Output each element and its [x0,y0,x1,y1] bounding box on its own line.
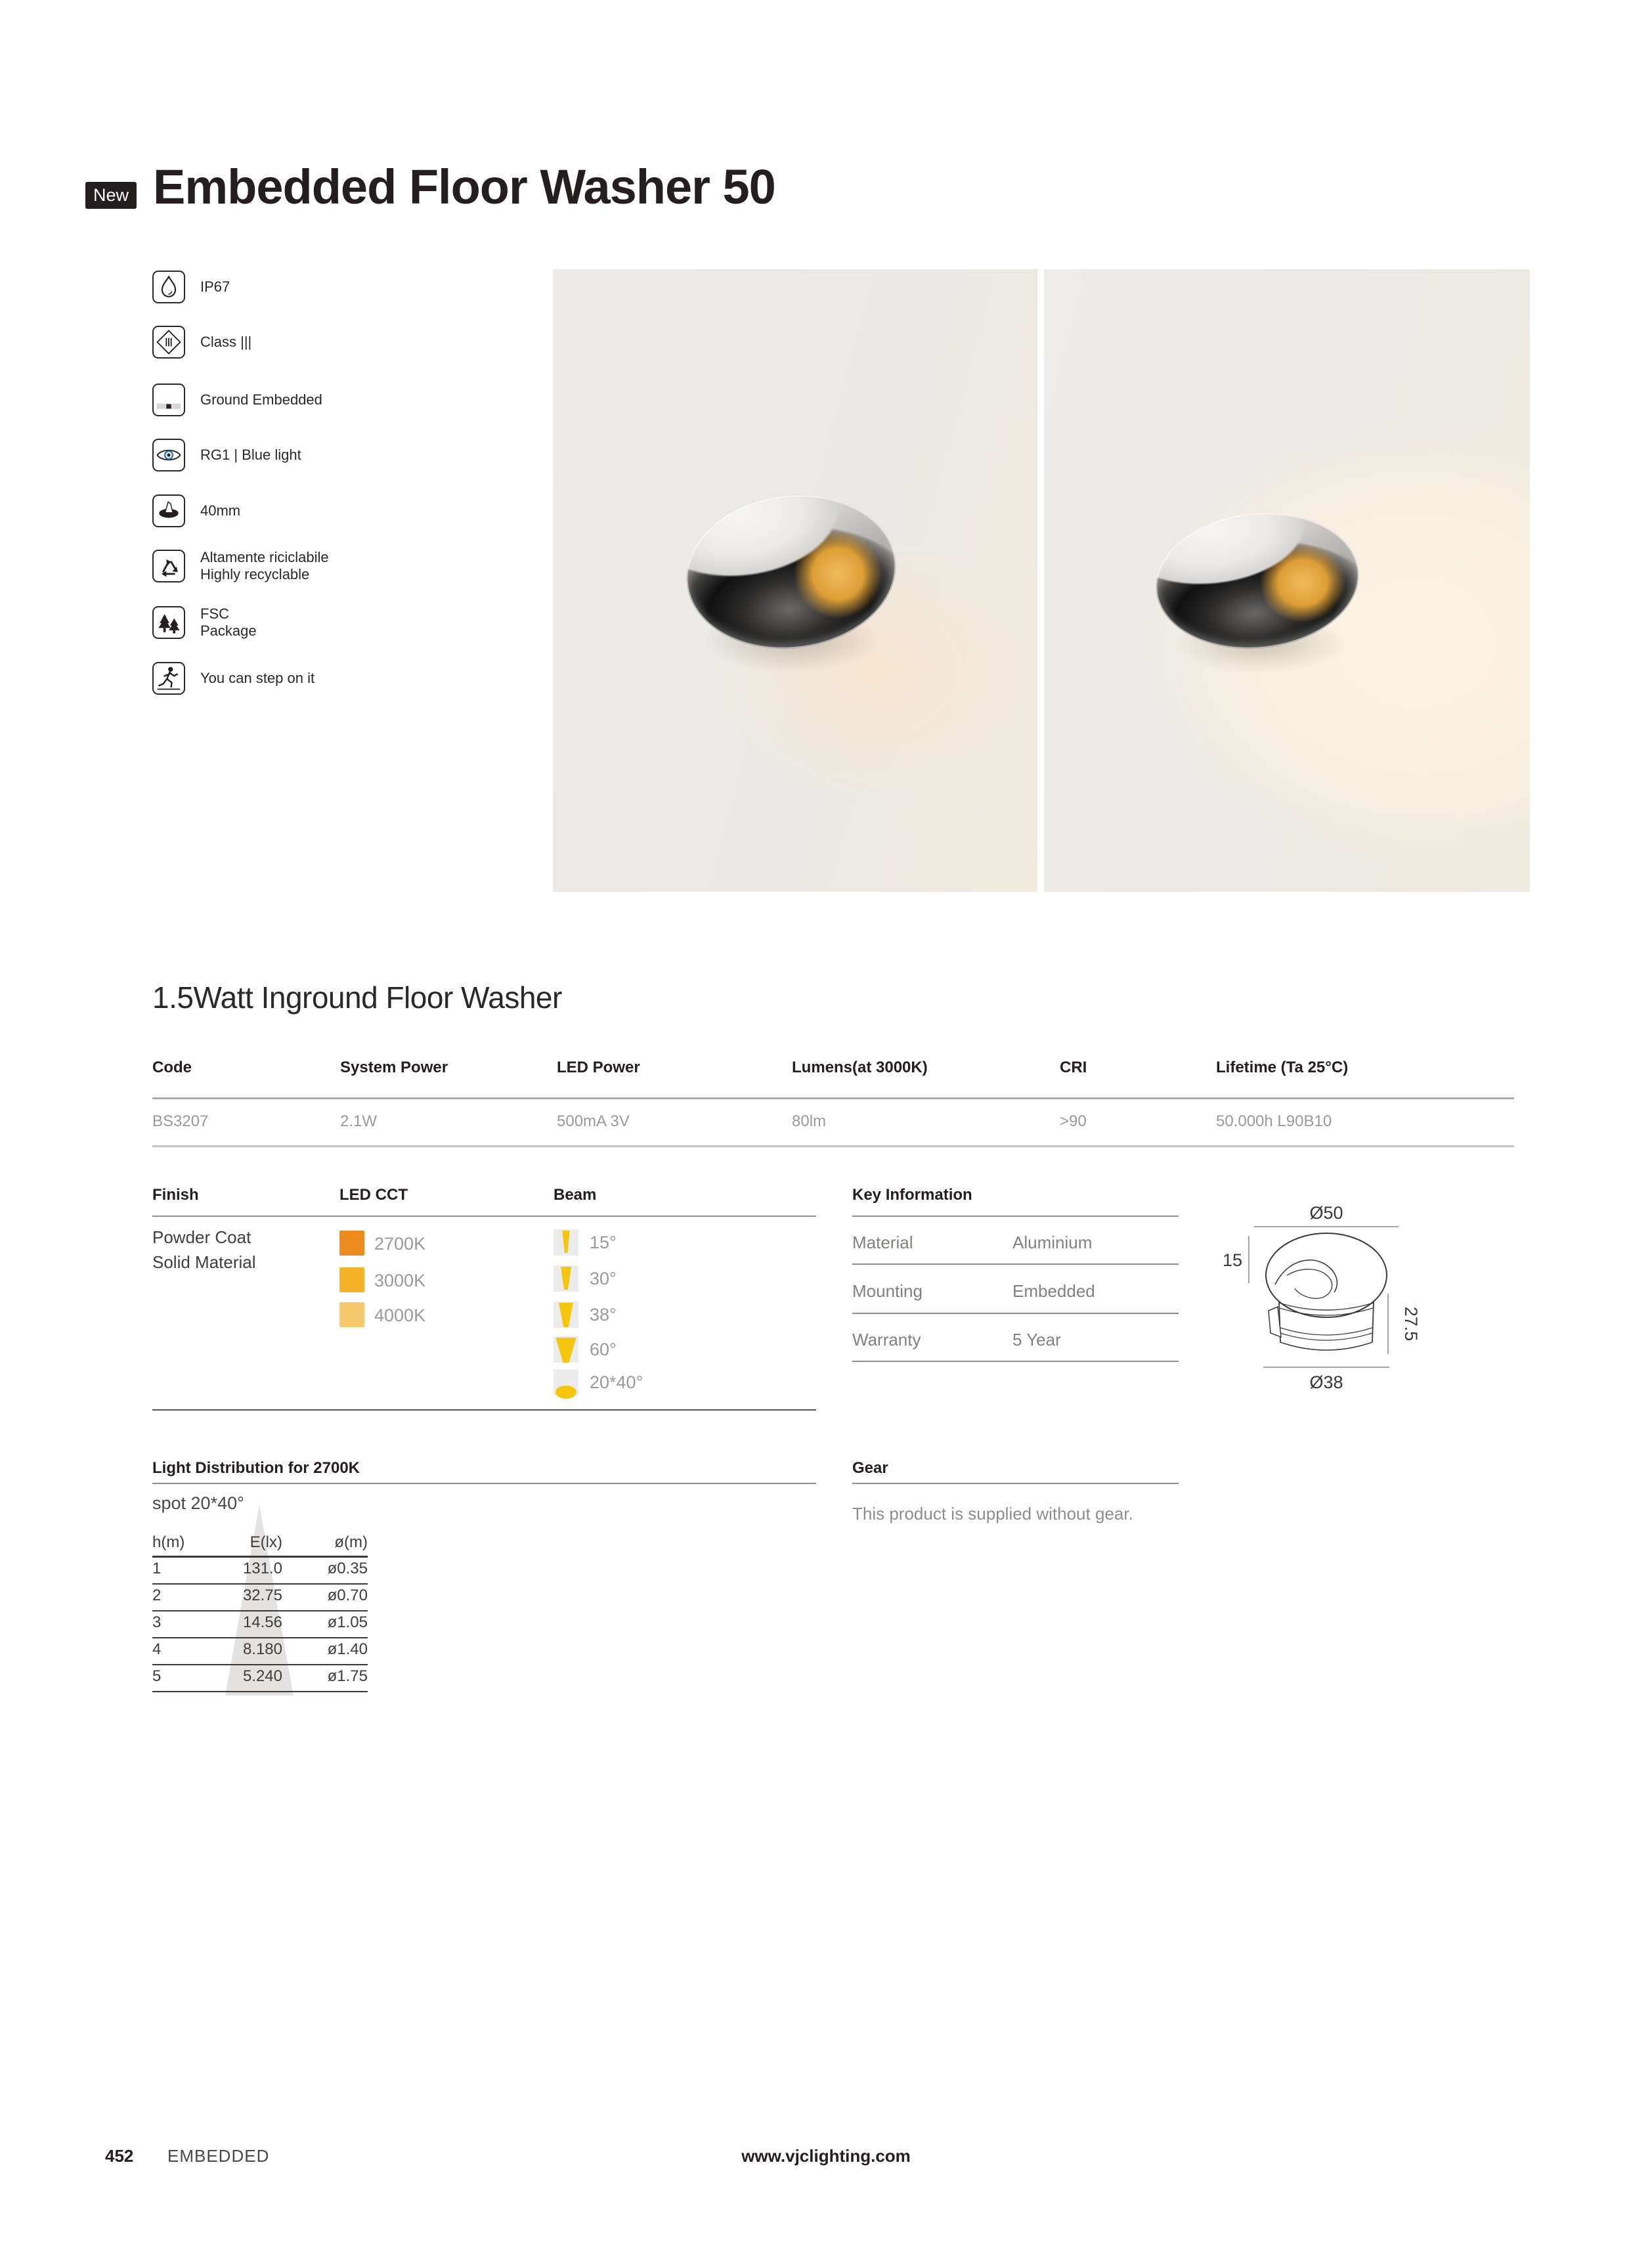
gear-rule [852,1483,1179,1484]
columns-bottom-rule [152,1409,816,1411]
ki-value-material: Aluminium [1012,1233,1093,1252]
key-info-rule-0 [852,1216,1179,1217]
feature-label-line2: Highly recyclable [200,566,310,582]
gear-header: Gear [852,1459,888,1477]
step-person-icon [152,662,185,695]
spec-value-system-power: 2.1W [340,1112,378,1130]
feature-row-step [152,662,315,695]
cct-label-2700k: 2700K [374,1234,426,1254]
dim-diameter-top: Ø50 [1309,1203,1343,1223]
feature-label [200,605,257,640]
class3-diamond-icon [152,326,185,359]
spec-value-lumens: 80lm [792,1112,827,1130]
beam-icon-60 [554,1336,578,1363]
dimension-drawing [1223,1202,1433,1395]
ld-cell: ø1.75 [327,1667,368,1685]
table-row [152,1665,368,1692]
finish-header: Finish [152,1186,199,1204]
beam-icon-38 [554,1302,578,1328]
columns-header-rule [152,1216,816,1217]
ki-value-mounting: Embedded [1012,1281,1095,1301]
cct-label-3000k: 3000K [374,1271,426,1290]
ld-cell: ø0.70 [327,1587,368,1604]
feature-label: RG1 | Blue light [200,447,301,463]
ld-cell: ø1.05 [327,1613,368,1631]
spec-value-led-power: 500mA 3V [557,1112,630,1130]
ld-cell: 2 [152,1587,162,1604]
spec-header-lumens: Lumens(at 3000K) [792,1059,928,1076]
table-row [152,1611,368,1638]
beam-label-38: 38° [590,1305,617,1325]
cct-label-4000k: 4000K [374,1305,426,1325]
page-number: 452 [105,2146,134,2166]
eye-icon [152,439,185,471]
spec-header-system-power: System Power [340,1059,448,1076]
light-distribution-table [152,1535,368,1692]
spec-value-code: BS3207 [152,1112,209,1130]
spec-rule-top [152,1097,1514,1099]
product-photo-right [1044,269,1530,892]
feature-row-ip67 [152,271,230,303]
feature-row-ground-embedded [152,383,322,416]
spec-header-code: Code [152,1059,192,1076]
ld-cell: 14.56 [242,1613,282,1631]
ground-embedded-icon [152,383,185,416]
feature-label: 40mm [200,502,241,519]
product-photo-left [553,269,1037,892]
ki-label-warranty: Warranty [852,1330,921,1349]
beam-icon-30 [554,1265,578,1292]
website-link[interactable]: www.vjclighting.com [741,2146,911,2166]
spec-header-led-power: LED Power [557,1059,640,1076]
ld-cell: 5 [152,1667,162,1685]
ld-cell: 5.240 [242,1667,282,1685]
feature-row-fsc [152,606,257,639]
light-distribution-subtitle: spot 20*40° [152,1493,244,1513]
cct-swatch-2700k [339,1231,364,1256]
dim-diameter-bottom: Ø38 [1309,1372,1343,1392]
table-row [152,1558,368,1585]
ld-col-d: ø(m) [334,1533,368,1551]
spec-value-cri: >90 [1060,1112,1087,1130]
feature-label: IP67 [200,278,230,295]
ld-cell: 32.75 [242,1587,282,1604]
ki-value-warranty: 5 Year [1012,1330,1061,1349]
ld-cell: 3 [152,1613,162,1631]
ki-label-material: Material [852,1233,913,1252]
spec-rule-bottom [152,1145,1514,1147]
beam-label-60: 60° [590,1340,617,1359]
ld-col-h: h(m) [152,1533,185,1551]
ki-label-mounting: Mounting [852,1281,923,1301]
led-cct-header: LED CCT [339,1186,408,1204]
key-information-header: Key Information [852,1186,972,1204]
feature-label-line1: FSC [200,605,229,622]
feature-label: Class ||| [200,334,252,350]
beam-header: Beam [554,1186,597,1204]
cct-swatch-3000k [339,1267,364,1292]
spec-header-lifetime: Lifetime (Ta 25°C) [1216,1059,1349,1076]
ld-header-row [152,1535,368,1558]
ld-cell: 1 [152,1560,162,1577]
finish-line-1: Powder Coat [152,1227,251,1247]
cct-swatch-4000k [339,1302,364,1327]
beam-label-2040: 20*40° [590,1372,643,1392]
feature-row-recyclable [152,550,329,582]
feature-label-line1: Altamente riciclabile [200,549,329,565]
finish-line-2: Solid Material [152,1252,256,1272]
feature-label: Ground Embedded [200,391,322,408]
feature-row-40mm [152,494,240,527]
beam-icon-2040 [554,1369,578,1395]
new-badge-label: New [93,185,129,205]
light-distribution-rule [152,1483,816,1484]
ki-rule-3 [852,1361,1179,1362]
spec-header-cri: CRI [1060,1059,1087,1076]
page-title: Embedded Floor Washer 50 [153,160,775,214]
gear-text: This product is supplied without gear. [852,1504,1133,1523]
ld-cell: 4 [152,1640,162,1658]
beam-icon-15 [554,1229,578,1256]
table-row [152,1585,368,1611]
feature-label: You can step on it [200,670,315,686]
feature-label-line2: Package [200,623,257,639]
dim-lip-height: 15 [1223,1250,1242,1270]
recyclable-icon [152,550,185,582]
ld-cell: ø1.40 [327,1640,368,1658]
beam-label-30: 30° [590,1269,617,1288]
dim-body-height: 27.5 [1401,1306,1421,1342]
ld-cell: 131.0 [242,1560,282,1577]
section-title: 1.5Watt Inground Floor Washer [152,980,562,1015]
fsc-trees-icon [152,606,185,639]
ld-col-e: E(lx) [250,1533,282,1551]
feature-row-rg1 [152,439,301,471]
ip67-drop-icon [152,271,185,303]
spec-value-lifetime: 50.000h L90B10 [1216,1112,1332,1130]
ki-rule-1 [852,1263,1179,1265]
feature-row-class3 [152,326,251,359]
new-badge [85,182,137,209]
footer-section-label: EMBEDDED [167,2146,270,2166]
ld-cell: ø0.35 [327,1560,368,1577]
feature-label [200,549,329,583]
beam-label-15: 15° [590,1233,617,1252]
table-row [152,1638,368,1665]
ld-cell: 8.180 [242,1640,282,1658]
light-distribution-header: Light Distribution for 2700K [152,1459,360,1477]
ki-rule-2 [852,1313,1179,1314]
hole-40mm-icon [152,494,185,527]
